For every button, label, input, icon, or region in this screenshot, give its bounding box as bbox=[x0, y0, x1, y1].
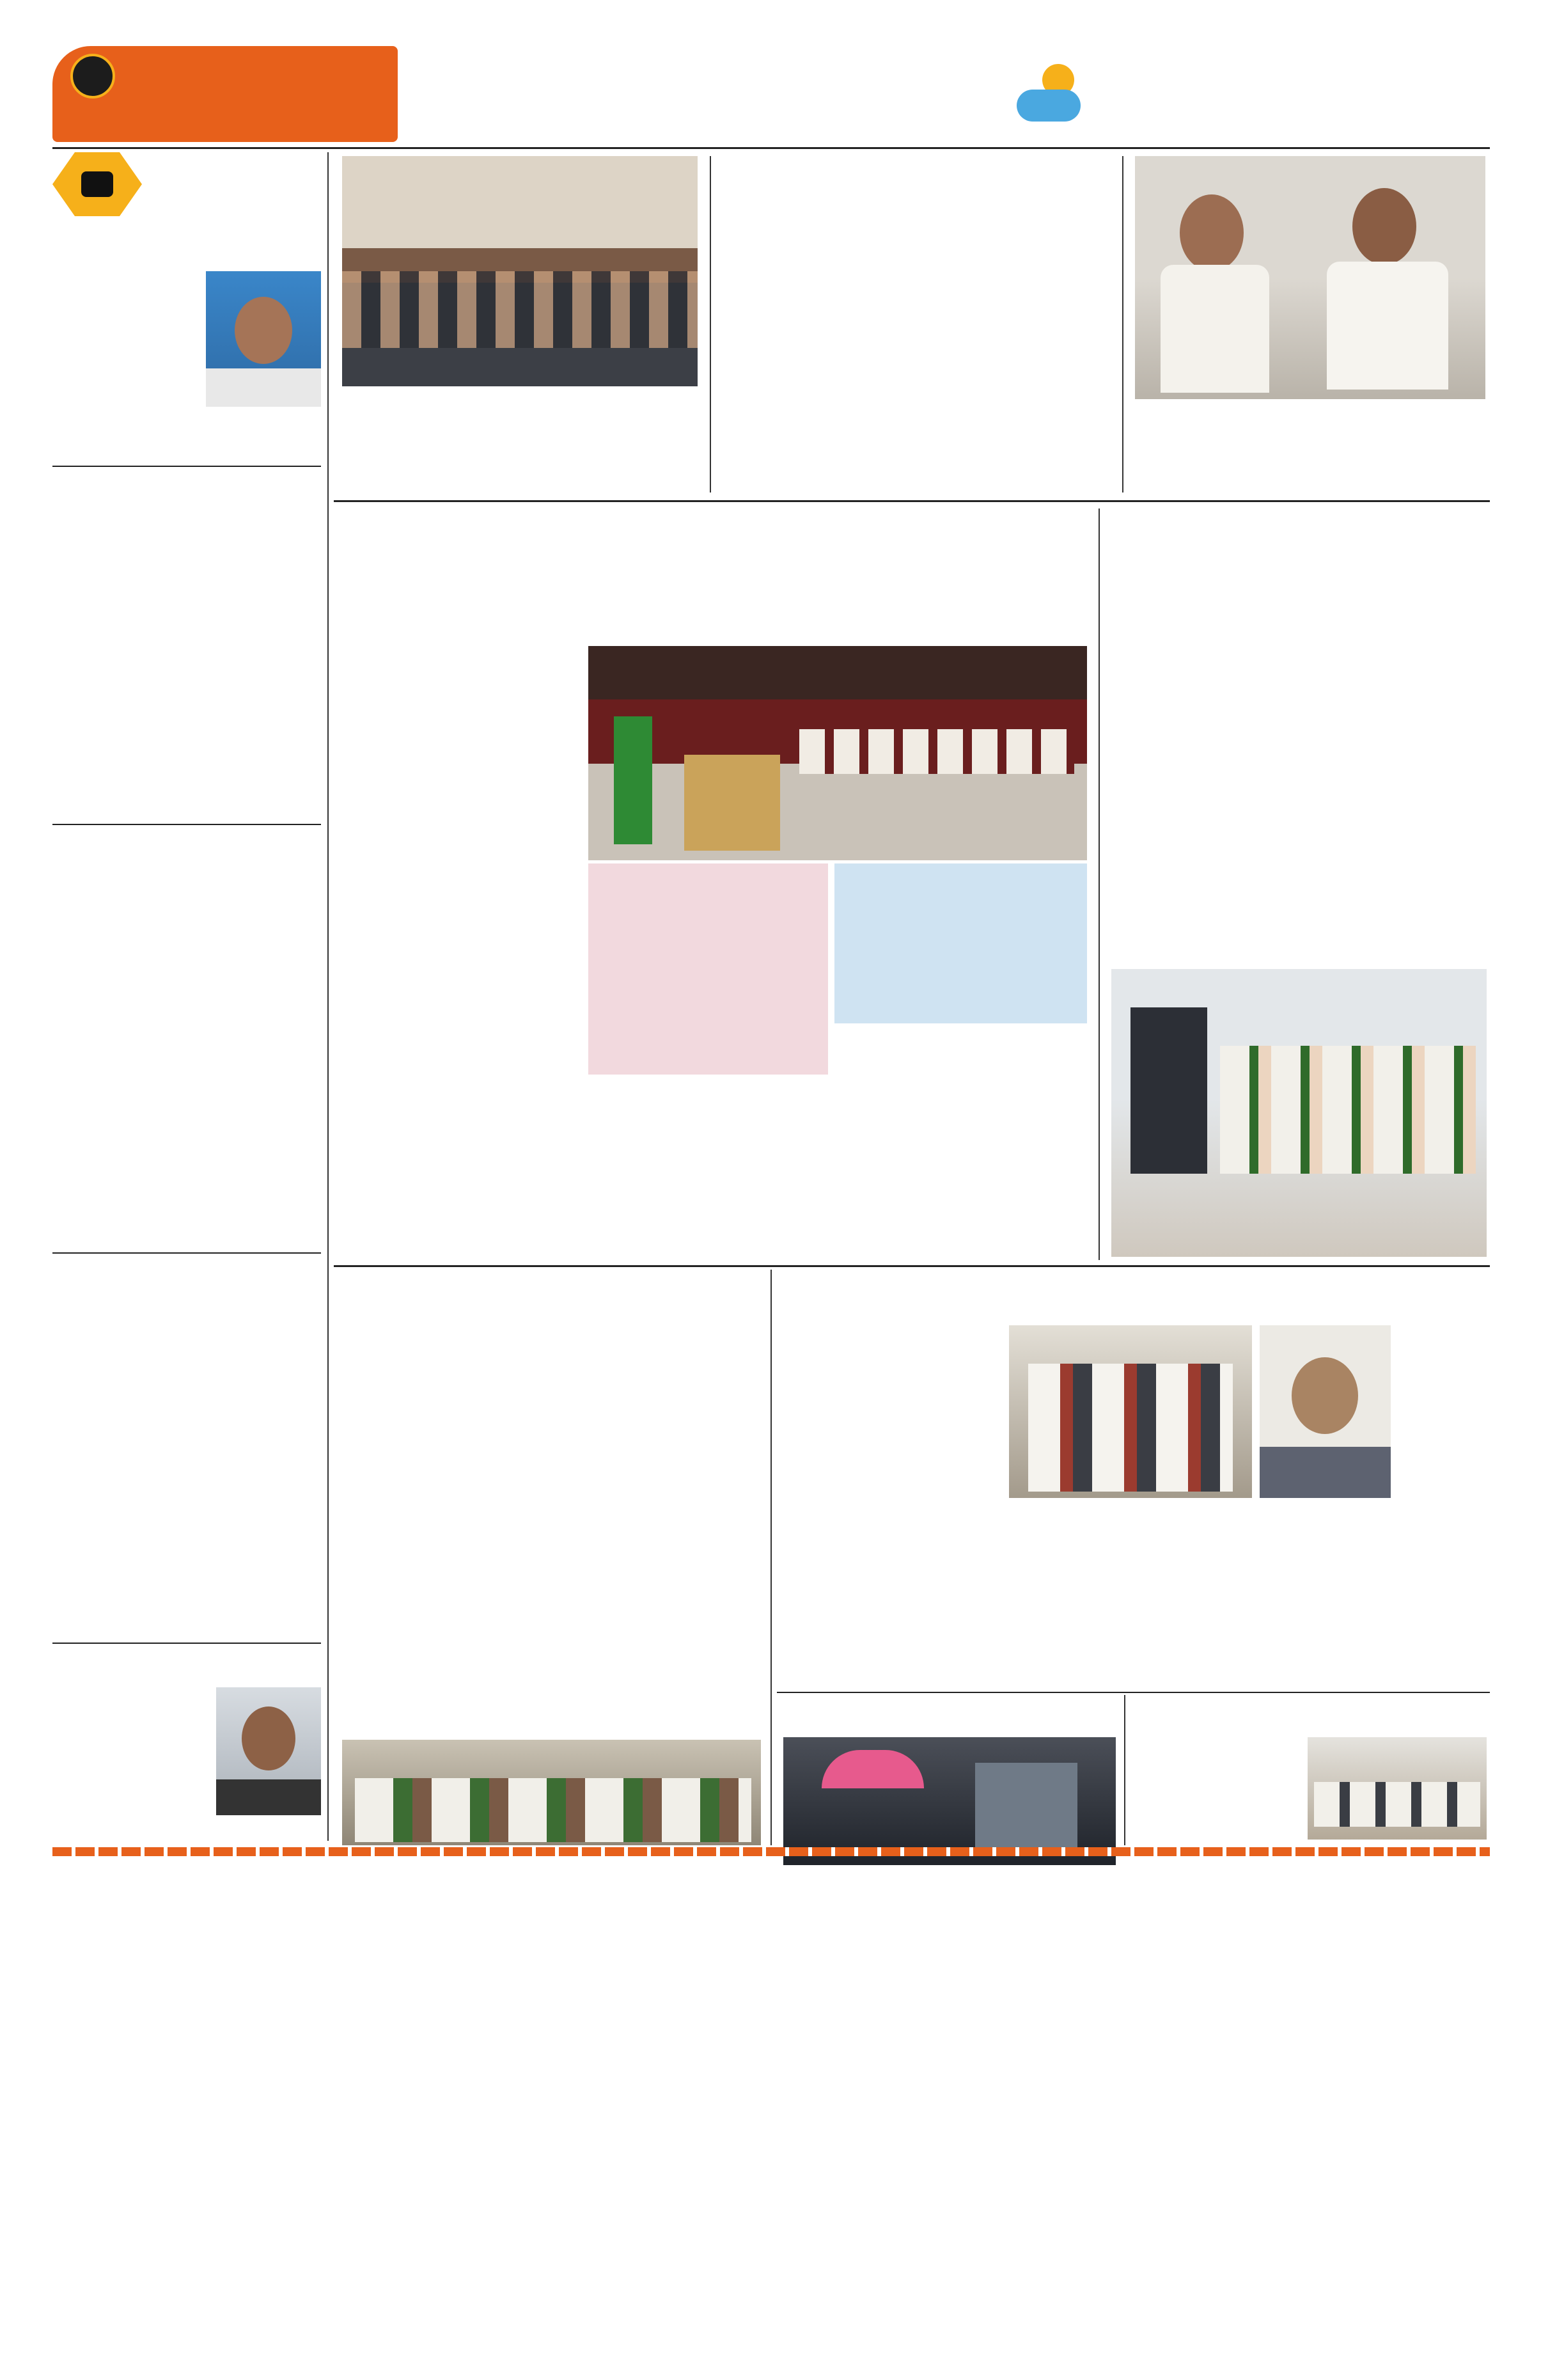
ibrahim-col-1 bbox=[783, 1325, 1001, 1683]
sidebar-divider bbox=[52, 1252, 321, 1254]
brand-name bbox=[128, 50, 396, 101]
gold-heading bbox=[596, 869, 820, 901]
photo-ibrahim-portrait bbox=[1260, 1325, 1391, 1498]
masthead-rule bbox=[52, 147, 1490, 149]
column-vrule bbox=[1122, 156, 1123, 493]
camp-headline bbox=[729, 160, 1087, 281]
sidebar-divider bbox=[52, 466, 321, 467]
sports-headline bbox=[1135, 1698, 1487, 1734]
sidebar-item-title bbox=[52, 1256, 321, 1323]
gold-box bbox=[588, 863, 828, 1075]
ai-col-2 bbox=[1301, 615, 1487, 961]
sidebar-item-body bbox=[52, 899, 321, 1257]
photo-convocation bbox=[588, 646, 1087, 860]
photo-sports-event bbox=[1308, 1737, 1487, 1840]
min-temp bbox=[1167, 75, 1218, 116]
lead-headline bbox=[342, 554, 1103, 637]
sidebar-item-title bbox=[52, 828, 321, 894]
convocation-banner-title bbox=[627, 658, 882, 687]
masthead bbox=[0, 0, 1541, 154]
sidebar-photo-student bbox=[216, 1687, 321, 1815]
sidebar-divider bbox=[52, 1643, 321, 1644]
sidebar-item-body bbox=[52, 1683, 211, 1837]
bankers-headline bbox=[783, 1698, 1116, 1734]
protest-col-1 bbox=[342, 1375, 540, 1733]
gold-body bbox=[596, 902, 821, 1069]
sidebar bbox=[52, 152, 321, 1841]
weather-cloud-icon bbox=[1017, 64, 1081, 122]
section-rule bbox=[334, 500, 1490, 502]
edition-city bbox=[1343, 116, 1490, 138]
lead-col-1 bbox=[342, 646, 579, 1257]
weekday bbox=[1343, 65, 1483, 88]
lead-kicker bbox=[342, 512, 1090, 550]
ibrahim-headline bbox=[783, 1273, 1487, 1319]
protest-col-2 bbox=[550, 1375, 761, 1733]
stats-box bbox=[834, 863, 1087, 1023]
sidebar-brand bbox=[155, 166, 321, 205]
photo-press-meet bbox=[342, 1740, 761, 1845]
color-registration-strip bbox=[52, 1847, 1490, 1856]
issue-date bbox=[1343, 91, 1490, 114]
protest-headline bbox=[342, 1273, 751, 1369]
sports-col-1 bbox=[1135, 1737, 1301, 1846]
lead-col-2 bbox=[588, 1081, 828, 1257]
sidebar-divider bbox=[52, 824, 321, 825]
section-rule bbox=[777, 1692, 1490, 1693]
column-vrule bbox=[1099, 508, 1100, 1260]
photo-caption bbox=[1135, 403, 1485, 493]
column-vrule bbox=[1124, 1695, 1125, 1845]
stats-body bbox=[842, 869, 1080, 1020]
sidebar-item-body bbox=[52, 265, 201, 437]
sidebar-item-title bbox=[52, 468, 321, 535]
ai-col-1 bbox=[1111, 615, 1290, 961]
sidebar-item-title bbox=[52, 1645, 321, 1678]
brand-logo-icon bbox=[70, 54, 115, 99]
photo-sainik-felicitation bbox=[342, 156, 698, 386]
section-rule bbox=[334, 1265, 1490, 1267]
photo-bankers-colony bbox=[783, 1737, 1116, 1865]
sidebar-vrule bbox=[327, 152, 329, 1841]
sidebar-photo-person bbox=[206, 271, 321, 407]
max-temp bbox=[1103, 75, 1154, 116]
pointing-hand-icon bbox=[81, 171, 113, 197]
lead-col-3 bbox=[834, 1031, 1087, 1257]
photo-ibrahim-event bbox=[1009, 1325, 1252, 1498]
ai-headline bbox=[1111, 512, 1489, 608]
photo-minister-meeting bbox=[1135, 156, 1485, 399]
photo-ai-inauguration bbox=[1111, 969, 1487, 1257]
photo-caption bbox=[342, 390, 698, 493]
column-vrule bbox=[770, 1270, 772, 1845]
max-temp-label bbox=[1103, 58, 1148, 75]
sidebar-item-title bbox=[52, 228, 321, 260]
ibrahim-col-3 bbox=[1397, 1325, 1487, 1683]
camp-body bbox=[729, 289, 1106, 494]
min-temp-label bbox=[1167, 58, 1212, 75]
region-title bbox=[588, 59, 1087, 129]
convocation-banner-date bbox=[678, 687, 844, 705]
sidebar-item-body bbox=[52, 1329, 321, 1687]
sidebar-item-body bbox=[52, 540, 321, 815]
page-number bbox=[217, 102, 345, 147]
ibrahim-col-2 bbox=[1009, 1504, 1391, 1683]
column-vrule bbox=[710, 156, 711, 493]
